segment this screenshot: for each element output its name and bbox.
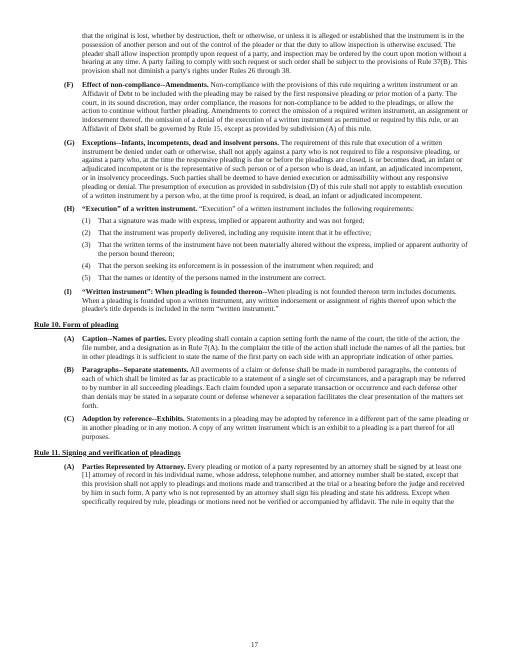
section-label: (A)	[64, 461, 75, 471]
section-heading: Adoption by reference--Exhibits.	[82, 414, 185, 424]
requirement-text: That the instrument was properly delivered, including any requisite intent that it be effective;	[98, 228, 372, 238]
section-9h	[64, 205, 469, 214]
continuation-paragraph: that the original is lost, whether by destruction, theft or otherwise, or unless it is alleged or established that the instrument is in the possession of another person and out of the control of the pleader or that the duty to allow inspection is otherwise excused. The pleader shall allow inspection promptly upon request of a party, and inspection may be ordered by the court upon motion without a hearing at any time. A party failing to comply with such request or such order shall be subject to the provisions of Rule 37(B). This provision shall not diminish a party's rights under Rules 26 through 38.	[82, 31, 467, 76]
section-heading: “Execution” of a written instrument.	[82, 204, 198, 214]
section-label: (H)	[64, 204, 75, 214]
section-10b	[64, 366, 469, 410]
requirement-item	[82, 229, 469, 238]
requirement-item	[82, 274, 469, 283]
section-text: Every pleading shall contain a caption setting forth the name of the court, the title of the action, the file number, and a designation as in Rule 7(A). In the complaint the title of the action shall include the names of all the parties, but in other pleadings it is sufficient to state the name of the first party on each side with an appropriate indication of other parties.	[82, 334, 466, 361]
section-label: (I)	[64, 286, 72, 296]
requirement-item	[82, 241, 469, 259]
section-label: (A)	[64, 334, 75, 344]
requirement-text: That the names or identity of the persons named in the instrument are correct.	[98, 273, 326, 283]
requirement-number: (1)	[82, 216, 91, 226]
requirement-number: (2)	[82, 228, 91, 238]
section-text: Every pleading or motion of a party represented by an attorney shall be signed by at least one [1] attorney of record in his individual name, whose address, telephone number, and attorney number shall be stated, except that this provision shall not apply to pleadings and motions made and transcribed at the trial or a hearing before the judge and received by him in such form. A party who is not represented by an attorney shall sign his pleading and state his address. Except when specifically required by rule, pleadings or motions need not be verified or accompanied by affidavit. The rule in equity that the	[82, 461, 465, 506]
page-number: 17	[251, 641, 258, 649]
section-text: “Execution” of a written instrument includes the following requirements:	[197, 204, 415, 214]
section-heading: Parties Represented by Attorney.	[82, 461, 186, 471]
section-text: All averments of a claim or defense shall be made in numbered paragraphs, the contents of each of which shall be limited as far as practicable to a statement of a single set of circumstances, and a paragraph may be referred to by number in all succeeding pleadings. Each claim founded upon a separate transaction or occurrence and each defense other than denials may be stated in a separate count or defense whenever a separation facilitates the clear presentation of the matters set forth.	[82, 365, 466, 410]
section-10c	[64, 415, 469, 441]
section-text: The requirement of this rule that execution of a written instrument be denied under oath or otherwise, shall not apply against a party who is not required to file a responsive pleading, or against a party who, at the time the responsive pleading is due or before the pleadings are closed, is or becomes dead, an infant or adjudicated incompetent or is the representative of such person or of a person who is dead, an infant, an adjudicated incompetent, or in insolvency proceedings. Such parties shall be deemed to have denied execution or admissibility without any responsive pleading or denial. The presumption of execution as provided in subdivision (D) of this rule shall not apply to establish execution of a written instrument by a person who, at the time proof is required, is dead, an infant or adjudicated incompetent.	[82, 137, 463, 200]
section-10a	[64, 335, 469, 361]
section-9f	[64, 81, 469, 134]
requirement-number: (5)	[82, 273, 91, 283]
section-9i	[64, 288, 469, 314]
section-heading: “Written instrument”: When pleading is founded thereon	[82, 286, 263, 296]
rule-11-title: Rule 11. Signing and verification of pleadings	[34, 447, 181, 457]
section-9g	[64, 139, 469, 201]
section-text: Non-compliance with the provisions of this rule requiring a written instrument or an Affidavit of Debt to be included with the pleading may be raised by the first responsive pleading or prior motion of a party. The court, in its sound discretion, may order compliance, the reasons for non-compliance to be added to the pleadings, or allow the action to continue without further pleading. Amendments to correct the omission of a required written instrument, an assignment or indorsement thereof, the omission of a denial of the execution of a written instrument as permitted or required by this rule, or an Affidavit of Debt shall be governed by Rule 15, except as provided by subdivision (A) of this rule.	[82, 79, 468, 133]
section-text: Statements in a pleading may be adopted by reference in a different part of the same pleading or in another pleading or in any motion. A copy of any written instrument which is an exhibit to a pleading is a part thereof for all purposes.	[82, 414, 469, 442]
requirement-number: (4)	[82, 261, 91, 271]
section-heading: Exceptions--Infants, incompetents, dead and insolvent persons.	[82, 137, 280, 147]
section-label: (C)	[64, 414, 75, 424]
requirement-text: That the person seeking its enforcement is in possession of the instrument when required; and	[98, 261, 374, 271]
section-label: (B)	[64, 365, 74, 375]
section-text: --When pleading is not founded thereon term includes documents. When a pleading is founded upon a written instrument, any written indorsement or assignment of rights thereof upon which the pleader's title depends is included in the term “written instrument.”	[82, 286, 457, 314]
requirement-item	[82, 262, 469, 271]
section-heading: Caption--Names of parties.	[82, 334, 167, 344]
section-label: (G)	[64, 137, 75, 147]
requirement-text: That the written terms of the instrument have not been materially altered without the express, implied or apparent authority of the person bound thereon;	[98, 240, 468, 259]
section-11a	[64, 463, 469, 507]
requirement-number: (3)	[82, 240, 91, 250]
section-heading: Paragraphs--Separate statements.	[82, 365, 189, 375]
section-heading: Effect of non-compliance--Amendments.	[82, 79, 209, 89]
requirement-text: That a signature was made with express, implied or apparent authority and was not forged;	[98, 216, 365, 226]
rule-10-title: Rule 10. Form of pleading	[34, 320, 119, 330]
requirement-item	[82, 217, 469, 226]
section-label: (F)	[64, 79, 74, 89]
